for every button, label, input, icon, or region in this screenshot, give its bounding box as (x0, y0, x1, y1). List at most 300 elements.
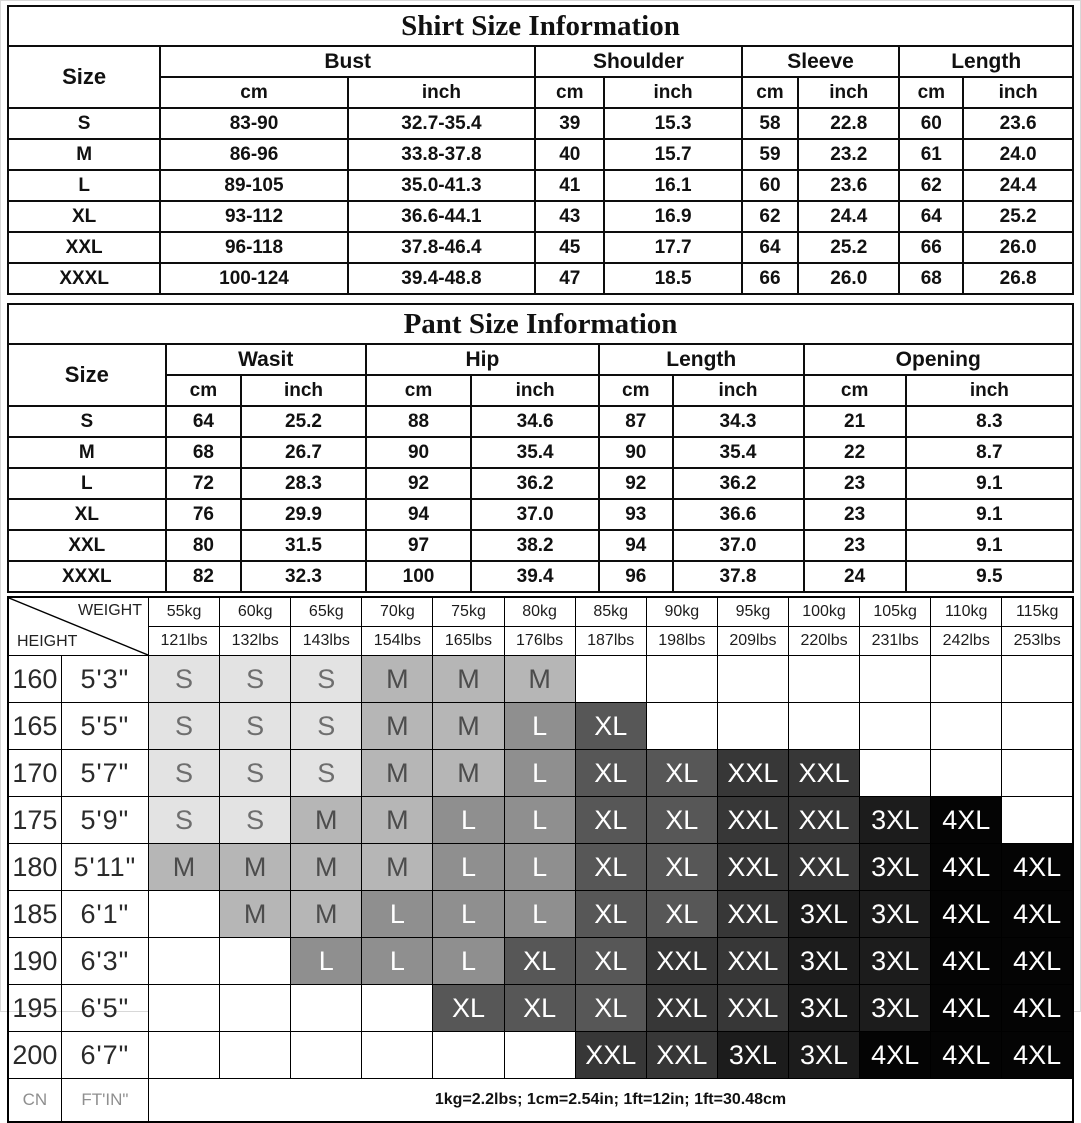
matrix-empty-cell (149, 1032, 220, 1079)
shirt-size-table-body (8, 6, 1073, 294)
pant-value-cell: 34.3 (673, 406, 804, 437)
shirt-size-header: Size (8, 46, 160, 108)
pant-title: Pant Size Information (8, 304, 1073, 344)
matrix-size-cell-m: M (433, 656, 504, 703)
pant-size-label: XXL (8, 530, 166, 561)
shirt-unit-header-row (8, 77, 1073, 108)
matrix-conversion-note: 1kg=2.2lbs; 1cm=2.54in; 1ft=12in; 1ft=30.48cm (149, 1079, 1074, 1123)
matrix-weight-kg-header: 110kg (931, 597, 1002, 627)
matrix-weight-lbs-header: 231lbs (860, 627, 931, 656)
matrix-size-cell-l: L (433, 891, 504, 938)
matrix-row-195 (8, 985, 1073, 1032)
matrix-size-cell-xxl: XXL (646, 938, 717, 985)
matrix-height-cm: 175 (8, 797, 61, 844)
matrix-size-cell-l: L (362, 938, 433, 985)
pant-value-cell: 97 (366, 530, 471, 561)
matrix-size-cell-m: M (362, 750, 433, 797)
pant-unit-inch-header: inch (241, 375, 366, 406)
matrix-size-cell-s: S (149, 656, 220, 703)
matrix-empty-cell (1002, 750, 1073, 797)
matrix-size-cell-4xl: 4XL (1002, 985, 1073, 1032)
pant-value-cell: 82 (166, 561, 242, 592)
matrix-empty-cell (362, 1032, 433, 1079)
matrix-height-ftin: 5'11" (61, 844, 148, 891)
shirt-value-cell: 64 (899, 201, 963, 232)
shirt-value-cell: 62 (742, 201, 798, 232)
matrix-empty-cell (291, 1032, 362, 1079)
matrix-weight-lbs-row (8, 627, 1073, 656)
shirt-value-cell: 23.2 (798, 139, 899, 170)
matrix-empty-cell (646, 656, 717, 703)
matrix-empty-cell (433, 1032, 504, 1079)
matrix-weight-lbs-header: 132lbs (220, 627, 291, 656)
pant-value-cell: 35.4 (673, 437, 804, 468)
matrix-weight-kg-header: 65kg (291, 597, 362, 627)
shirt-title-row (8, 6, 1073, 46)
pant-row-xl (8, 499, 1073, 530)
shirt-value-cell: 64 (742, 232, 798, 263)
matrix-weight-kg-header: 100kg (788, 597, 859, 627)
shirt-value-cell: 32.7-35.4 (348, 108, 535, 139)
matrix-size-cell-l: L (504, 891, 575, 938)
matrix-size-cell-3xl: 3XL (788, 891, 859, 938)
pant-value-cell: 88 (366, 406, 471, 437)
pant-size-header: Size (8, 344, 166, 406)
pant-value-cell: 9.5 (906, 561, 1073, 592)
matrix-size-cell-4xl: 4XL (860, 1032, 931, 1079)
matrix-size-cell-s: S (291, 703, 362, 750)
matrix-empty-cell (1002, 656, 1073, 703)
matrix-size-cell-l: L (433, 938, 504, 985)
pant-size-label: M (8, 437, 166, 468)
shirt-row-xxl (8, 232, 1073, 263)
matrix-size-cell-3xl: 3XL (788, 938, 859, 985)
weight-axis-label: WEIGHT (78, 602, 142, 619)
shirt-value-cell: 37.8-46.4 (348, 232, 535, 263)
pant-row-l (8, 468, 1073, 499)
pant-value-cell: 29.9 (241, 499, 366, 530)
matrix-size-cell-m: M (433, 703, 504, 750)
matrix-height-cm: 200 (8, 1032, 61, 1079)
shirt-value-cell: 24.0 (963, 139, 1073, 170)
matrix-weight-lbs-header: 198lbs (646, 627, 717, 656)
matrix-weight-lbs-header: 209lbs (717, 627, 788, 656)
pant-group-header-opening: Opening (804, 344, 1074, 375)
pant-value-cell: 9.1 (906, 468, 1073, 499)
shirt-value-cell: 66 (742, 263, 798, 294)
shirt-size-label: M (8, 139, 160, 170)
shirt-value-cell: 86-96 (160, 139, 347, 170)
matrix-size-cell-xl: XL (646, 844, 717, 891)
pant-row-s (8, 406, 1073, 437)
matrix-size-cell-xxl: XXL (788, 797, 859, 844)
shirt-value-cell: 83-90 (160, 108, 347, 139)
shirt-group-header-shoulder: Shoulder (535, 46, 742, 77)
pant-value-cell: 23 (804, 499, 906, 530)
pant-value-cell: 21 (804, 406, 906, 437)
matrix-height-cm: 160 (8, 656, 61, 703)
shirt-value-cell: 24.4 (963, 170, 1073, 201)
matrix-size-cell-l: L (433, 844, 504, 891)
matrix-empty-cell (149, 985, 220, 1032)
matrix-size-cell-4xl: 4XL (931, 844, 1002, 891)
matrix-size-cell-xxl: XXL (717, 797, 788, 844)
pant-value-cell: 90 (599, 437, 672, 468)
matrix-size-cell-s: S (149, 750, 220, 797)
matrix-row-160 (8, 656, 1073, 703)
matrix-row-200 (8, 1032, 1073, 1079)
matrix-size-cell-s: S (220, 703, 291, 750)
shirt-value-cell: 40 (535, 139, 604, 170)
pant-size-label: XXXL (8, 561, 166, 592)
matrix-size-cell-m: M (433, 750, 504, 797)
matrix-size-cell-m: M (362, 797, 433, 844)
matrix-size-cell-xl: XL (575, 985, 646, 1032)
shirt-size-label: XL (8, 201, 160, 232)
pant-value-cell: 80 (166, 530, 242, 561)
matrix-weight-kg-header: 55kg (149, 597, 220, 627)
shirt-value-cell: 15.7 (604, 139, 741, 170)
matrix-size-cell-xxl: XXL (717, 891, 788, 938)
matrix-weight-kg-header: 60kg (220, 597, 291, 627)
matrix-size-cell-l: L (291, 938, 362, 985)
matrix-height-cm: 190 (8, 938, 61, 985)
shirt-value-cell: 68 (899, 263, 963, 294)
pant-value-cell: 25.2 (241, 406, 366, 437)
pant-value-cell: 9.1 (906, 530, 1073, 561)
matrix-row-185 (8, 891, 1073, 938)
matrix-size-cell-m: M (291, 797, 362, 844)
matrix-size-cell-xxl: XXL (717, 844, 788, 891)
matrix-size-cell-s: S (149, 797, 220, 844)
shirt-value-cell: 16.1 (604, 170, 741, 201)
matrix-size-cell-4xl: 4XL (931, 1032, 1002, 1079)
pant-unit-cm-header: cm (804, 375, 906, 406)
matrix-weight-lbs-header: 143lbs (291, 627, 362, 656)
shirt-size-label: XXL (8, 232, 160, 263)
matrix-weight-kg-header: 95kg (717, 597, 788, 627)
matrix-size-cell-l: L (504, 844, 575, 891)
matrix-size-cell-xl: XL (575, 750, 646, 797)
matrix-weight-lbs-header: 242lbs (931, 627, 1002, 656)
pant-row-xxxl (8, 561, 1073, 592)
matrix-row-170 (8, 750, 1073, 797)
matrix-size-cell-s: S (220, 750, 291, 797)
shirt-value-cell: 33.8-37.8 (348, 139, 535, 170)
shirt-value-cell: 93-112 (160, 201, 347, 232)
matrix-empty-cell (860, 703, 931, 750)
shirt-group-header-bust: Bust (160, 46, 535, 77)
matrix-size-cell-l: L (362, 891, 433, 938)
pant-unit-header-row (8, 375, 1073, 406)
matrix-weight-lbs-header: 165lbs (433, 627, 504, 656)
matrix-size-cell-xxl: XXL (788, 750, 859, 797)
pant-value-cell: 92 (599, 468, 672, 499)
matrix-size-cell-s: S (291, 750, 362, 797)
matrix-height-cm: 185 (8, 891, 61, 938)
shirt-row-xl (8, 201, 1073, 232)
pant-size-table-body (8, 304, 1073, 592)
matrix-height-ftin: 5'7" (61, 750, 148, 797)
pant-value-cell: 36.2 (471, 468, 599, 499)
pant-size-label: XL (8, 499, 166, 530)
pant-value-cell: 22 (804, 437, 906, 468)
pant-group-header-hip: Hip (366, 344, 599, 375)
shirt-value-cell: 22.8 (798, 108, 899, 139)
pant-unit-inch-header: inch (673, 375, 804, 406)
matrix-weight-height-corner (8, 597, 149, 656)
pant-unit-inch-header: inch (906, 375, 1073, 406)
matrix-weight-lbs-header: 176lbs (504, 627, 575, 656)
matrix-height-cm: 165 (8, 703, 61, 750)
shirt-value-cell: 66 (899, 232, 963, 263)
matrix-size-cell-m: M (149, 844, 220, 891)
matrix-empty-cell (646, 703, 717, 750)
shirt-value-cell: 96-118 (160, 232, 347, 263)
matrix-size-cell-m: M (504, 656, 575, 703)
pant-size-label: S (8, 406, 166, 437)
shirt-title: Shirt Size Information (8, 6, 1073, 46)
matrix-height-ftin: 6'1" (61, 891, 148, 938)
matrix-weight-kg-row (8, 597, 1073, 627)
shirt-unit-inch-header: inch (348, 77, 535, 108)
matrix-size-cell-l: L (433, 797, 504, 844)
shirt-value-cell: 25.2 (798, 232, 899, 263)
matrix-height-cm: 195 (8, 985, 61, 1032)
pant-size-table (7, 303, 1074, 593)
matrix-size-cell-xxl: XXL (717, 985, 788, 1032)
matrix-row-165 (8, 703, 1073, 750)
shirt-value-cell: 45 (535, 232, 604, 263)
matrix-size-cell-xl: XL (575, 938, 646, 985)
shirt-value-cell: 47 (535, 263, 604, 294)
shirt-unit-inch-header: inch (798, 77, 899, 108)
shirt-value-cell: 15.3 (604, 108, 741, 139)
matrix-size-cell-xl: XL (575, 844, 646, 891)
shirt-value-cell: 60 (899, 108, 963, 139)
shirt-value-cell: 36.6-44.1 (348, 201, 535, 232)
pant-row-m (8, 437, 1073, 468)
pant-value-cell: 39.4 (471, 561, 599, 592)
pant-value-cell: 34.6 (471, 406, 599, 437)
shirt-value-cell: 59 (742, 139, 798, 170)
matrix-size-cell-xl: XL (646, 797, 717, 844)
pant-value-cell: 37.0 (471, 499, 599, 530)
matrix-size-cell-xxl: XXL (646, 985, 717, 1032)
matrix-size-cell-m: M (291, 891, 362, 938)
shirt-value-cell: 89-105 (160, 170, 347, 201)
pant-value-cell: 8.7 (906, 437, 1073, 468)
matrix-empty-cell (220, 985, 291, 1032)
matrix-size-cell-l: L (504, 703, 575, 750)
shirt-value-cell: 39 (535, 108, 604, 139)
matrix-row-180 (8, 844, 1073, 891)
matrix-size-cell-xl: XL (646, 891, 717, 938)
matrix-weight-lbs-header: 253lbs (1002, 627, 1073, 656)
matrix-height-ftin: 5'5" (61, 703, 148, 750)
shirt-value-cell: 39.4-48.8 (348, 263, 535, 294)
matrix-size-cell-4xl: 4XL (931, 797, 1002, 844)
matrix-size-cell-s: S (291, 656, 362, 703)
matrix-size-cell-xl: XL (575, 891, 646, 938)
pant-value-cell: 23 (804, 468, 906, 499)
shirt-value-cell: 58 (742, 108, 798, 139)
pant-value-cell: 24 (804, 561, 906, 592)
matrix-empty-cell (788, 703, 859, 750)
matrix-empty-cell (860, 656, 931, 703)
shirt-group-header-length: Length (899, 46, 1073, 77)
matrix-empty-cell (362, 985, 433, 1032)
matrix-size-cell-3xl: 3XL (788, 1032, 859, 1079)
matrix-empty-cell (575, 656, 646, 703)
matrix-size-cell-l: L (504, 750, 575, 797)
matrix-empty-cell (931, 750, 1002, 797)
shirt-row-l (8, 170, 1073, 201)
matrix-height-cm: 170 (8, 750, 61, 797)
matrix-size-cell-xl: XL (433, 985, 504, 1032)
height-axis-label: HEIGHT (17, 633, 78, 650)
matrix-size-cell-3xl: 3XL (788, 985, 859, 1032)
shirt-size-table (7, 5, 1074, 295)
matrix-size-cell-m: M (362, 844, 433, 891)
shirt-value-cell: 41 (535, 170, 604, 201)
matrix-size-cell-m: M (220, 891, 291, 938)
shirt-value-cell: 25.2 (963, 201, 1073, 232)
pant-unit-cm-header: cm (599, 375, 672, 406)
pant-group-header-wasit: Wasit (166, 344, 366, 375)
pant-value-cell: 36.2 (673, 468, 804, 499)
matrix-footer-row (8, 1079, 1073, 1123)
matrix-size-cell-3xl: 3XL (717, 1032, 788, 1079)
pant-value-cell: 37.8 (673, 561, 804, 592)
matrix-size-cell-4xl: 4XL (1002, 844, 1073, 891)
matrix-size-cell-xxl: XXL (717, 750, 788, 797)
pant-value-cell: 94 (599, 530, 672, 561)
pant-value-cell: 72 (166, 468, 242, 499)
matrix-size-cell-m: M (220, 844, 291, 891)
pant-group-header-row (8, 344, 1073, 375)
shirt-value-cell: 62 (899, 170, 963, 201)
matrix-row-190 (8, 938, 1073, 985)
matrix-empty-cell (860, 750, 931, 797)
shirt-unit-inch-header: inch (604, 77, 741, 108)
matrix-height-ftin: 5'3" (61, 656, 148, 703)
matrix-size-cell-xxl: XXL (575, 1032, 646, 1079)
shirt-value-cell: 35.0-41.3 (348, 170, 535, 201)
matrix-height-ftin: 5'9" (61, 797, 148, 844)
matrix-height-ftin: 6'7" (61, 1032, 148, 1079)
matrix-size-cell-3xl: 3XL (860, 797, 931, 844)
pant-title-row (8, 304, 1073, 344)
pant-value-cell: 36.6 (673, 499, 804, 530)
shirt-unit-cm-header: cm (160, 77, 347, 108)
matrix-size-cell-xl: XL (646, 750, 717, 797)
matrix-size-cell-3xl: 3XL (860, 938, 931, 985)
height-weight-size-matrix (7, 596, 1074, 1123)
shirt-value-cell: 16.9 (604, 201, 741, 232)
pant-value-cell: 92 (366, 468, 471, 499)
shirt-value-cell: 26.0 (963, 232, 1073, 263)
matrix-height-cm: 180 (8, 844, 61, 891)
matrix-empty-cell (1002, 703, 1073, 750)
matrix-size-cell-s: S (220, 656, 291, 703)
shirt-group-header-sleeve: Sleeve (742, 46, 900, 77)
matrix-empty-cell (717, 656, 788, 703)
matrix-size-cell-s: S (220, 797, 291, 844)
matrix-size-cell-xxl: XXL (788, 844, 859, 891)
shirt-value-cell: 17.7 (604, 232, 741, 263)
shirt-unit-cm-header: cm (742, 77, 798, 108)
matrix-size-cell-l: L (504, 797, 575, 844)
pant-value-cell: 68 (166, 437, 242, 468)
pant-unit-cm-header: cm (366, 375, 471, 406)
shirt-unit-cm-header: cm (535, 77, 604, 108)
pant-value-cell: 32.3 (241, 561, 366, 592)
matrix-size-cell-4xl: 4XL (931, 938, 1002, 985)
matrix-size-cell-m: M (291, 844, 362, 891)
pant-value-cell: 76 (166, 499, 242, 530)
matrix-empty-cell (220, 1032, 291, 1079)
pant-value-cell: 23 (804, 530, 906, 561)
matrix-size-cell-xl: XL (504, 985, 575, 1032)
matrix-size-cell-xl: XL (575, 703, 646, 750)
shirt-value-cell: 43 (535, 201, 604, 232)
matrix-weight-kg-header: 85kg (575, 597, 646, 627)
pant-unit-inch-header: inch (471, 375, 599, 406)
matrix-row-175 (8, 797, 1073, 844)
matrix-size-cell-4xl: 4XL (1002, 938, 1073, 985)
matrix-size-cell-m: M (362, 703, 433, 750)
pant-value-cell: 96 (599, 561, 672, 592)
pant-value-cell: 100 (366, 561, 471, 592)
shirt-value-cell: 18.5 (604, 263, 741, 294)
shirt-value-cell: 24.4 (798, 201, 899, 232)
shirt-unit-inch-header: inch (963, 77, 1073, 108)
shirt-row-s (8, 108, 1073, 139)
matrix-empty-cell (931, 703, 1002, 750)
shirt-group-header-row (8, 46, 1073, 77)
shirt-value-cell: 23.6 (798, 170, 899, 201)
shirt-value-cell: 100-124 (160, 263, 347, 294)
shirt-value-cell: 61 (899, 139, 963, 170)
pant-value-cell: 64 (166, 406, 242, 437)
pant-value-cell: 35.4 (471, 437, 599, 468)
matrix-footer-cn-label: CN (8, 1079, 61, 1123)
matrix-weight-lbs-header: 220lbs (788, 627, 859, 656)
matrix-height-ftin: 6'5" (61, 985, 148, 1032)
pant-row-xxl (8, 530, 1073, 561)
shirt-unit-cm-header: cm (899, 77, 963, 108)
pant-value-cell: 87 (599, 406, 672, 437)
matrix-empty-cell (788, 656, 859, 703)
height-weight-size-matrix-body (8, 597, 1073, 1122)
matrix-weight-kg-header: 105kg (860, 597, 931, 627)
matrix-size-cell-4xl: 4XL (931, 891, 1002, 938)
matrix-weight-kg-header: 70kg (362, 597, 433, 627)
matrix-size-cell-3xl: 3XL (860, 891, 931, 938)
shirt-row-xxxl (8, 263, 1073, 294)
matrix-size-cell-xxl: XXL (717, 938, 788, 985)
matrix-size-cell-xl: XL (504, 938, 575, 985)
matrix-empty-cell (717, 703, 788, 750)
matrix-weight-kg-header: 90kg (646, 597, 717, 627)
matrix-empty-cell (220, 938, 291, 985)
pant-value-cell: 9.1 (906, 499, 1073, 530)
shirt-size-label: S (8, 108, 160, 139)
pant-value-cell: 26.7 (241, 437, 366, 468)
matrix-weight-lbs-header: 154lbs (362, 627, 433, 656)
matrix-weight-lbs-header: 121lbs (149, 627, 220, 656)
